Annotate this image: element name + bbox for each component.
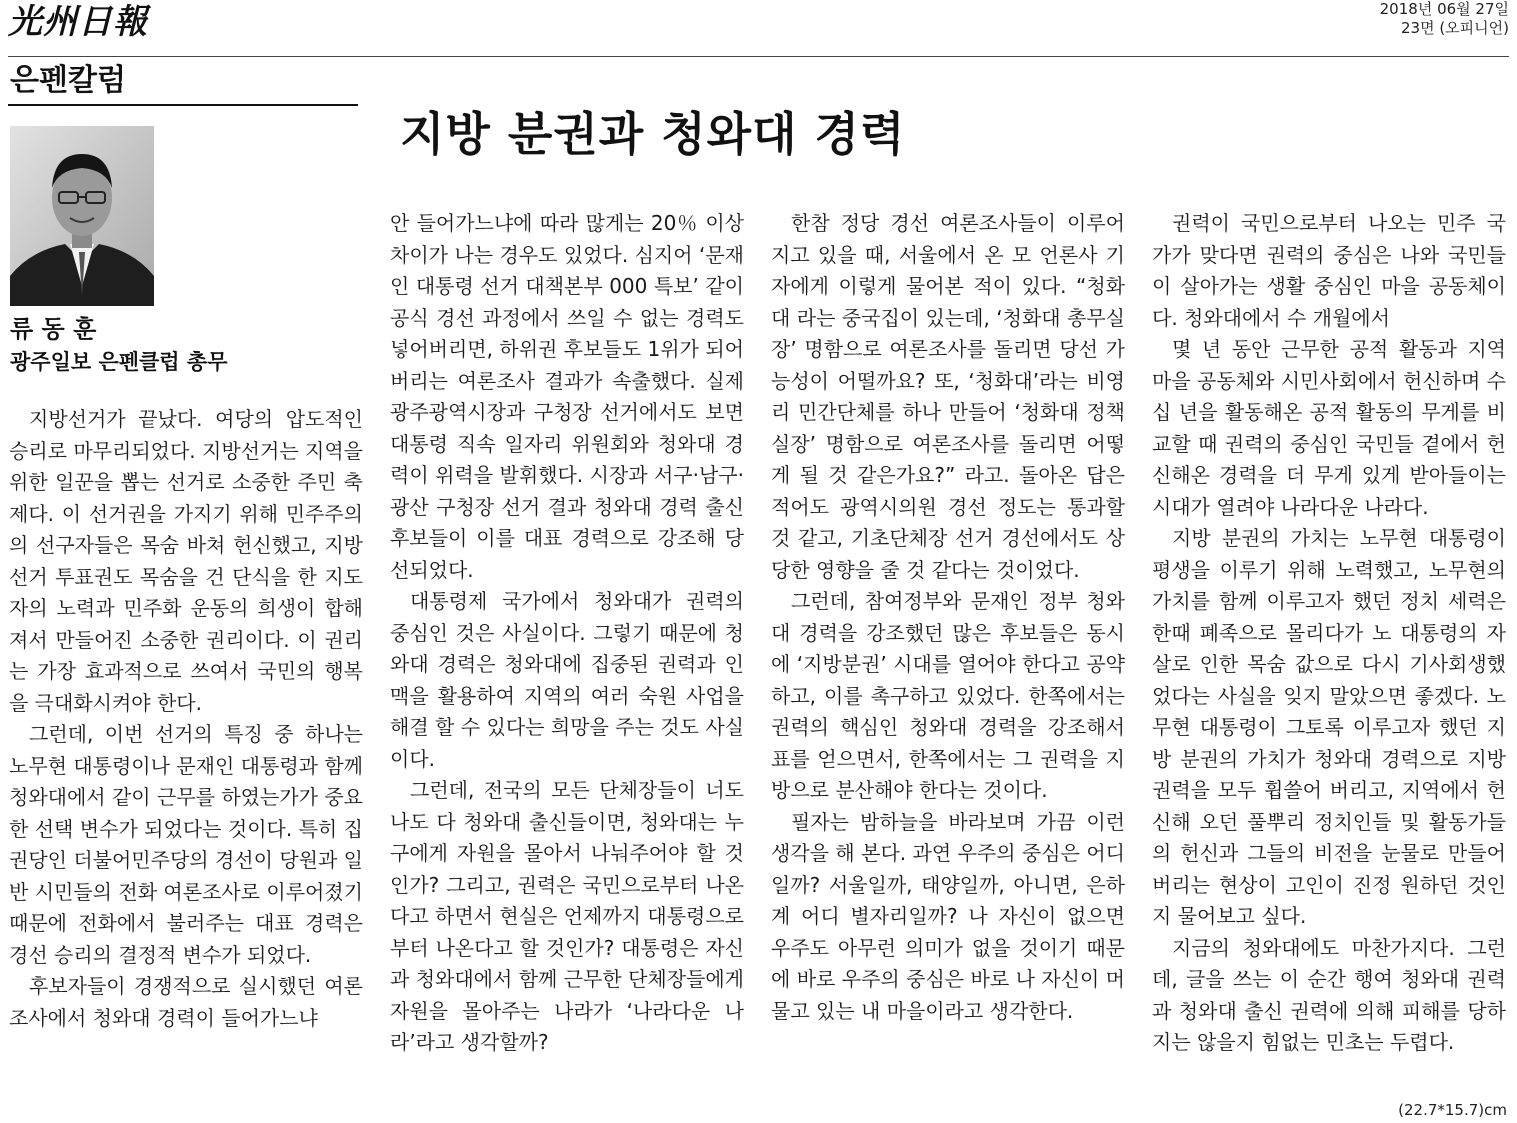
paragraph: 안 들어가느냐에 따라 많게는 20％ 이상 차이가 나는 경우도 있었다. 심지어 ‘문재인 대통령 선거 대책본부 000 특보’ 같이 공식 경선 과정에서 쓰일 수 없는 경력도 넣어버리면, 하위권 후보들도 1위가 되어 버리는 여론조사 결과가 속출했다. 실제 광주광역시장과 구청장 선거에서도 보면 대통령 직속 일자리 위원회와 청와대 경력이 위력을 발휘했다. 시장과 서구·남구·광산 구청장 선거 결과 청와대 경력 출신 후보들이 이를 대표 경력으로 강조해 당선되었다. [390,211,744,582]
paragraph: 몇 년 동안 근무한 공적 활동과 지역 마을 공동체와 시민사회에서 헌신하며 수십 년을 활동해온 공적 활동의 무게를 비교할 때 권력의 중심인 국민들 곁에서 헌신해온 경력을 더 무게 있게 받아들이는 시대가 열려야 나라다운 나라다. [1152,337,1506,519]
author-photo-image [10,126,154,306]
author-photo [10,126,154,306]
publication-info [1380,0,1509,38]
article-column-1 [9,404,363,1034]
paragraph: 대통령제 국가에서 청와대가 권력의 중심인 것은 사실이다. 그렇기 때문에 청와대 경력은 청와대에 집중된 권력과 인맥을 활용하여 지역의 여러 숙원 사업을 해결 할 수 있다는 희망을 주는 것도 사실이다. [390,589,744,771]
newspaper-logo: 光州日報 [8,2,148,42]
paragraph: 필자는 밤하늘을 바라보며 가끔 이런 생각을 해 본다. 과연 우주의 중심은 어디일까? 서울일까, 태양일까, 아니면, 은하계 어디 별자리일까? 나 자신이 없으면 우주도 아무런 의미가 없을 것이기 때문에 바로 우주의 중심은 바로 나 자신이 머물고 있는 내 마을이라고 생각한다. [771,809,1125,1023]
paragraph: 권력이 국민으로부터 나오는 민주 국가가 맞다면 권력의 중심은 나와 국민들이 살아가는 생활 중심인 마을 공동체이다. 청와대에서 수 개월에서 [1152,211,1506,330]
paragraph: 그런데, 이번 선거의 특징 중 하나는 노무현 대통령이나 문재인 대통령과 함께 청와대에서 같이 근무를 하였는가가 중요한 선택 변수가 되었다는 것이다. 특히 집권당인 더불어민주당의 경선이 당원과 일반 시민들의 전화 여론조사로 이루어졌기 때문에 전화에서 불러주는 대표 경력은 경선 승리의 결정적 변수가 되었다. [9,722,363,967]
page-section: 23면 (오피니언) [1400,19,1509,37]
column-name-divider [8,104,358,106]
paragraph: 후보자들이 경쟁적으로 실시했던 여론조사에서 청와대 경력이 들어가느냐 [9,974,363,1030]
author-name: 류 동 훈 [10,315,97,343]
paragraph: 한참 정당 경선 여론조사들이 이루어지고 있을 때, 서울에서 온 모 언론사 기자에게 이렇게 물어본 적이 있다. “청화대 라는 중국집이 있는데, ‘청화대 총무실장’ 명함으로 여론조사를 돌리면 당선 가능성이 어떨까요? 또, ‘청화대’라는 비영리 민간단체를 하나 만들어 ‘청화대 정책실장’ 명함으로 여론조사를 돌리면 어떻게 될 것 같은가요?” 라고. 돌아온 답은 적어도 광역시의원 경선 정도는 통과할 것 같고, 기초단체장 선거 경선에서도 상당한 영향을 줄 것 같다는 것이었다. [771,211,1125,582]
article-column-4 [1152,208,1506,1059]
paragraph: 지방 분권의 가치는 노무현 대통령이 평생을 이루기 위해 노력했고, 노무현의 가치를 함께 이루고자 했던 정치 세력은 한때 폐족으로 몰리다가 노 대통령의 자살로 인한 목숨 값으로 다시 기사회생했었다는 사실을 잊지 말았으면 좋겠다. 노무현 대통령이 그토록 이루고자 했던 지방 분권의 가치가 청와대 경력으로 지방 권력을 모두 휩쓸어 버리고, 지역에서 헌신해 오던 풀뿌리 정치인들 및 활동가들의 헌신과 그들의 비전을 눈물로 만들어 버리는 현상이 고인이 진정 원하던 것인지 물어보고 싶다. [1152,526,1506,928]
paragraph: 지방선거가 끝났다. 여당의 압도적인 승리로 마무리되었다. 지방선거는 지역을 위한 일꾼을 뽑는 선거로 소중한 주민 축제다. 이 선거권을 가지기 위해 민주주의의 선구자들은 목숨 바쳐 헌신했고, 지방선거 투표권도 목숨을 건 단식을 한 지도자의 노력과 민주화 운동의 희생이 합해져서 만들어진 소중한 권리이다. 이 권리는 가장 효과적으로 쓰여서 국민의 행복을 극대화시켜야 한다. [9,407,363,715]
article-column-3 [771,208,1125,1027]
paragraph: 그런데, 참여정부와 문재인 정부 청와대 경력을 강조했던 많은 후보들은 동시에 ‘지방분권’ 시대를 열어야 한다고 공약하고, 이를 촉구하고 있었다. 한쪽에서는 권력의 핵심인 청와대 경력을 강조해서 표를 얻으면서, 한쪽에서는 그 권력을 지방으로 분산해야 한다는 것이다. [771,589,1125,802]
paragraph: 그런데, 전국의 모든 단체장들이 너도나도 다 청와대 출신들이면, 청와대는 누구에게 자원을 몰아서 나눠주어야 할 것인가? 그리고, 권력은 국민으로부터 나온다고 하면서 현실은 언제까지 대통령으로부터 나온다고 할 것인가? 대통령은 자신과 청와대에서 함께 근무한 단체장들에게 자원을 몰아주는 나라가 ‘나라다운 나라’라고 생각할까? [390,778,744,1054]
paragraph: 지금의 청와대에도 마찬가지다. 그런데, 글을 쓰는 이 순간 행여 청와대 권력과 청와대 출신 권력에 의해 피해를 당하지는 않을지 힘없는 민초는 두렵다. [1152,935,1506,1054]
author-affiliation: 광주일보 은펜클럽 총무 [10,350,228,374]
article-title: 지방 분권과 청와대 경력 [400,107,906,161]
clipping-size-note: (22.7*15.7)cm [1398,1101,1507,1119]
article-column-2 [390,208,744,1059]
header-divider [8,56,1509,57]
publication-date: 2018년 06월 27일 [1379,0,1509,18]
column-name: 은펜칼럼 [10,63,126,98]
